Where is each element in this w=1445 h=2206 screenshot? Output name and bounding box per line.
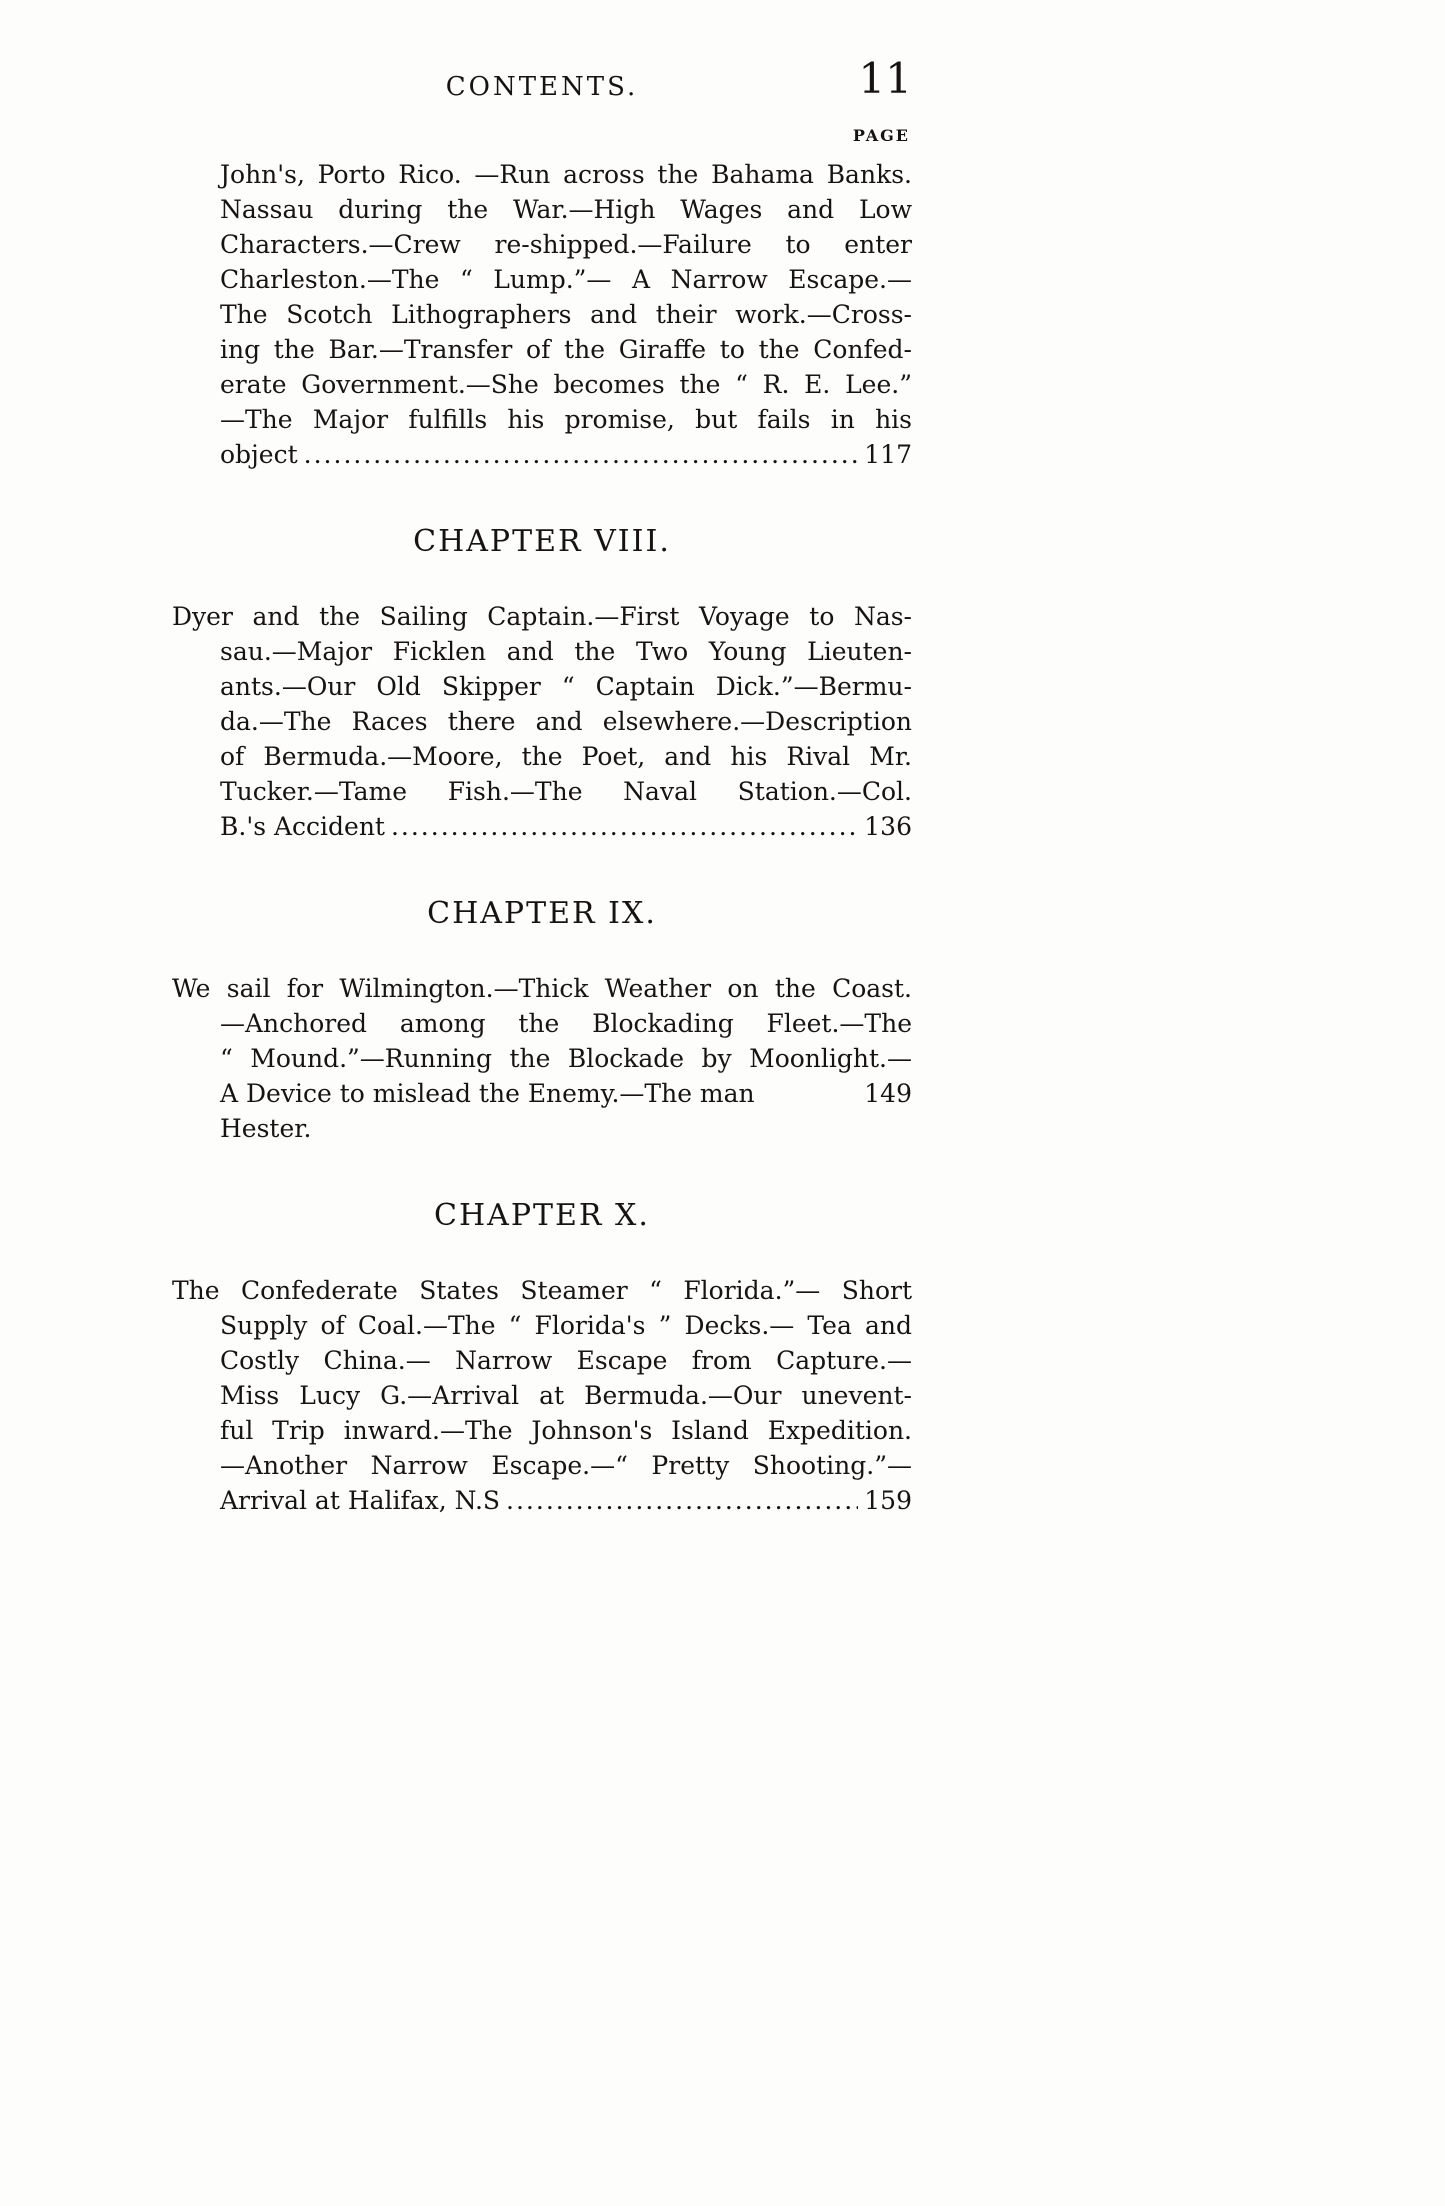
toc-line: erate Government.—She becomes the “ R. E. Lee.” xyxy=(220,370,912,399)
page-ref: 117 xyxy=(864,440,912,469)
chapter-heading-viii: CHAPTER VIII. xyxy=(413,524,671,559)
toc-entry-tail xyxy=(220,1483,912,1518)
dot-leader xyxy=(506,1483,858,1518)
toc-line: —Another Narrow Escape.—“ Pretty Shooting.”— xyxy=(220,1451,912,1480)
toc-line: —Anchored among the Blockading Fleet.—The xyxy=(220,1009,912,1038)
toc-line: We sail for Wilmington.—Thick Weather on the Coast. xyxy=(172,974,912,1003)
toc-line: Costly China.— Narrow Escape from Capture.— xyxy=(220,1346,912,1375)
toc-tail-text: object xyxy=(220,440,298,469)
page-header-title: CONTENTS. xyxy=(445,72,639,102)
page-ref: 149 xyxy=(864,1079,912,1108)
toc-line: da.—The Races there and elsewhere.—Description xyxy=(220,707,912,736)
toc-line: Nassau during the War.—High Wages and Low xyxy=(220,195,912,224)
page-ref: 136 xyxy=(864,812,912,841)
toc-section-chapter-9 xyxy=(172,971,912,1146)
chapter-heading-ix: CHAPTER IX. xyxy=(427,896,657,931)
toc-tail-text: Arrival at Halifax, N.S xyxy=(220,1486,501,1515)
toc-line: ful Trip inward.—The Johnson's Island Expedition. xyxy=(220,1416,912,1445)
toc-line: Dyer and the Sailing Captain.—First Voyage to Nas- xyxy=(172,602,912,631)
toc-line: sau.—Major Ficklen and the Two Young Lieuten- xyxy=(220,637,912,666)
toc-entry-tail xyxy=(220,1076,912,1146)
toc-section-chapter-7-continuation xyxy=(172,157,912,472)
toc-line: Tucker.—Tame Fish.—The Naval Station.—Col. xyxy=(220,777,912,806)
page-ref: 159 xyxy=(864,1486,912,1515)
toc-line: ants.—Our Old Skipper “ Captain Dick.”—Bermu- xyxy=(220,672,912,701)
toc-entry-tail xyxy=(220,437,912,472)
toc-line: —The Major fulfills his promise, but fails in his xyxy=(220,405,912,434)
dot-leader xyxy=(391,809,858,844)
toc-section-chapter-10 xyxy=(172,1273,912,1518)
dot-leader xyxy=(304,437,859,472)
toc-line: Charleston.—The “ Lump.”— A Narrow Escape.— xyxy=(220,265,912,294)
toc-line: Supply of Coal.—The “ Florida's ” Decks.— Tea and xyxy=(220,1311,912,1340)
toc-line: ing the Bar.—Transfer of the Giraffe to the Confed- xyxy=(220,335,912,364)
toc-page-content xyxy=(172,54,912,1518)
page-number: 11 xyxy=(858,54,912,103)
page-header xyxy=(172,54,912,120)
toc-line: “ Mound.”—Running the Blockade by Moonlight.— xyxy=(220,1044,912,1073)
toc-line: of Bermuda.—Moore, the Poet, and his Rival Mr. xyxy=(220,742,912,771)
toc-line: Miss Lucy G.—Arrival at Bermuda.—Our unevent- xyxy=(220,1381,912,1410)
toc-line: John's, Porto Rico. —Run across the Bahama Banks. xyxy=(220,160,912,189)
toc-tail-text: B.'s Accident xyxy=(220,812,385,841)
toc-line: The Confederate States Steamer “ Florida.”— Short xyxy=(172,1276,912,1305)
toc-section-chapter-8 xyxy=(172,599,912,844)
toc-line: Characters.—Crew re-shipped.—Failure to enter xyxy=(220,230,912,259)
toc-tail-text: A Device to mislead the Enemy.—The man Hester. xyxy=(220,1079,755,1143)
toc-entry-tail xyxy=(220,809,912,844)
toc-line: The Scotch Lithographers and their work.—Cross- xyxy=(220,300,912,329)
page-column-label: PAGE xyxy=(852,126,910,145)
chapter-heading-x: CHAPTER X. xyxy=(434,1198,650,1233)
